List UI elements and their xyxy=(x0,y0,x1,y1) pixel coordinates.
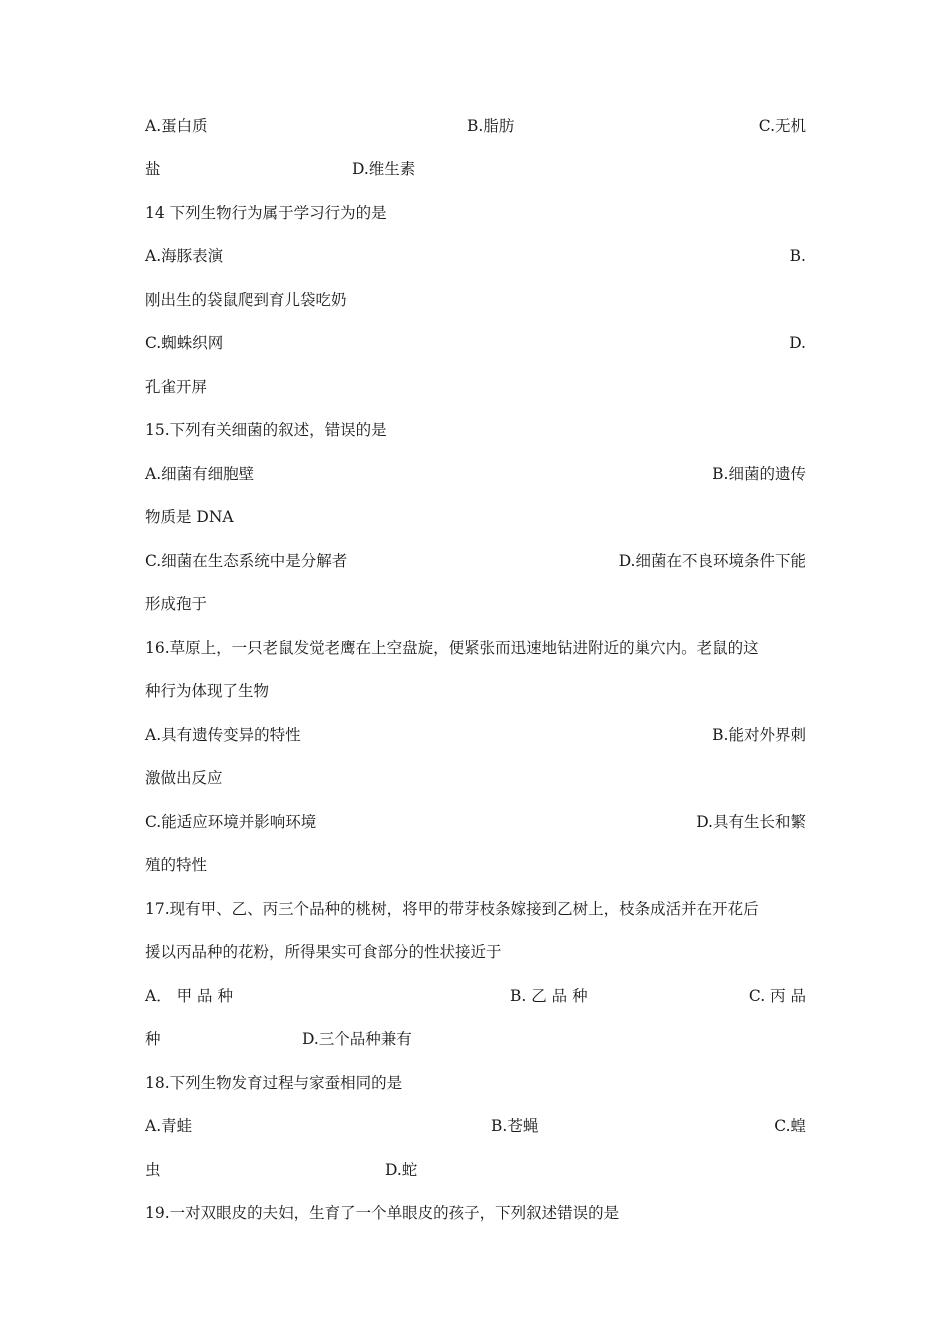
option-d-cont: 孔雀开屏 xyxy=(145,378,208,396)
option-b-cont: 刚出生的袋鼠爬到育儿袋吃奶 xyxy=(145,291,347,309)
question-text: 19.一对双眼皮的夫妇，生育了一个单眼皮的孩子，下列叙述错误的是 xyxy=(145,1204,620,1222)
option-b-cont: 物质是 DNA xyxy=(145,508,234,526)
question-17 xyxy=(145,894,806,924)
option-d: D.维生素 xyxy=(352,160,416,178)
options-line-18b xyxy=(145,1155,806,1185)
option-b: B.苍蝇 xyxy=(491,1117,539,1135)
option-b: B.细菌的遗传 xyxy=(712,465,806,483)
option-a: A.细菌有细胞壁 xyxy=(145,465,255,483)
question-17-cont xyxy=(145,937,806,967)
question-text: 15.下列有关细菌的叙述，错误的是 xyxy=(145,421,387,439)
options-line-13a xyxy=(145,111,806,141)
option-a: A.青蛙 xyxy=(145,1117,193,1135)
option-c: C.能适应环境并影响环境 xyxy=(145,813,317,831)
question-text: 17.现有甲、乙、丙三个品种的桃树，将甲的带芽枝条嫁接到乙树上，枝条成活并在开花后 xyxy=(145,900,759,918)
question-18 xyxy=(145,1068,806,1098)
question-text: 16.草原上，一只老鼠发觉老鹰在上空盘旋，便紧张而迅速地钻进附近的巢穴内。老鼠的这 xyxy=(145,639,759,657)
options-line-14b xyxy=(145,285,806,315)
option-c: C.无机 xyxy=(758,117,806,135)
options-line-14c xyxy=(145,328,806,358)
options-line-18a xyxy=(145,1111,806,1141)
question-19 xyxy=(145,1198,806,1228)
option-c: C.蝗 xyxy=(774,1117,806,1135)
options-line-15b xyxy=(145,502,806,532)
option-c: C.蜘蛛织网 xyxy=(145,334,224,352)
question-text: 18.下列生物发育过程与家蚕相同的是 xyxy=(145,1074,403,1092)
option-b: B. xyxy=(789,247,806,265)
option-d: D.三个品种兼有 xyxy=(302,1030,412,1048)
question-16 xyxy=(145,633,806,663)
question-16-cont xyxy=(145,676,806,706)
options-line-13b xyxy=(145,154,806,184)
option-a: A.蛋白质 xyxy=(145,117,208,135)
options-line-16c xyxy=(145,807,806,837)
question-text-cont: 援以丙品种的花粉，所得果实可食部分的性状接近于 xyxy=(145,943,502,961)
question-14 xyxy=(145,198,806,228)
option-a: A． 甲 品 种 xyxy=(145,987,233,1005)
option-c-cont: 盐 xyxy=(145,160,161,178)
options-line-15c xyxy=(145,546,806,576)
option-d: D.细菌在不良环境条件下能 xyxy=(618,552,806,570)
option-d: D. xyxy=(789,334,806,352)
options-line-17b xyxy=(145,1024,806,1054)
question-text: 14 下列生物行为属于学习行为的是 xyxy=(145,204,387,222)
options-line-16a xyxy=(145,720,806,750)
options-line-14a xyxy=(145,241,806,271)
options-line-16b xyxy=(145,763,806,793)
option-d: D.具有生长和繁 xyxy=(696,813,806,831)
option-c: C.细菌在生态系统中是分解者 xyxy=(145,552,348,570)
options-line-17a xyxy=(145,981,806,1011)
option-b: B.能对外界刺 xyxy=(712,726,806,744)
option-a: A.具有遗传变异的特性 xyxy=(145,726,301,744)
option-d: D.蛇 xyxy=(385,1161,418,1179)
option-c-cont: 种 xyxy=(145,1030,161,1048)
option-c: C. 丙 品 xyxy=(748,987,806,1005)
option-d-cont: 殖的特性 xyxy=(145,856,208,874)
option-b: B.脂肪 xyxy=(467,117,515,135)
question-text-cont: 种行为体现了生物 xyxy=(145,682,270,700)
options-line-16d xyxy=(145,850,806,880)
option-d-cont: 形成孢于 xyxy=(145,595,208,613)
question-15 xyxy=(145,415,806,445)
option-a: A.海豚表演 xyxy=(145,247,224,265)
options-line-15d xyxy=(145,589,806,619)
option-c-cont: 虫 xyxy=(145,1161,161,1179)
options-line-14d xyxy=(145,372,806,402)
option-b-cont: 激做出反应 xyxy=(145,769,223,787)
options-line-15a xyxy=(145,459,806,489)
option-b: B. 乙 品 种 xyxy=(510,987,588,1005)
